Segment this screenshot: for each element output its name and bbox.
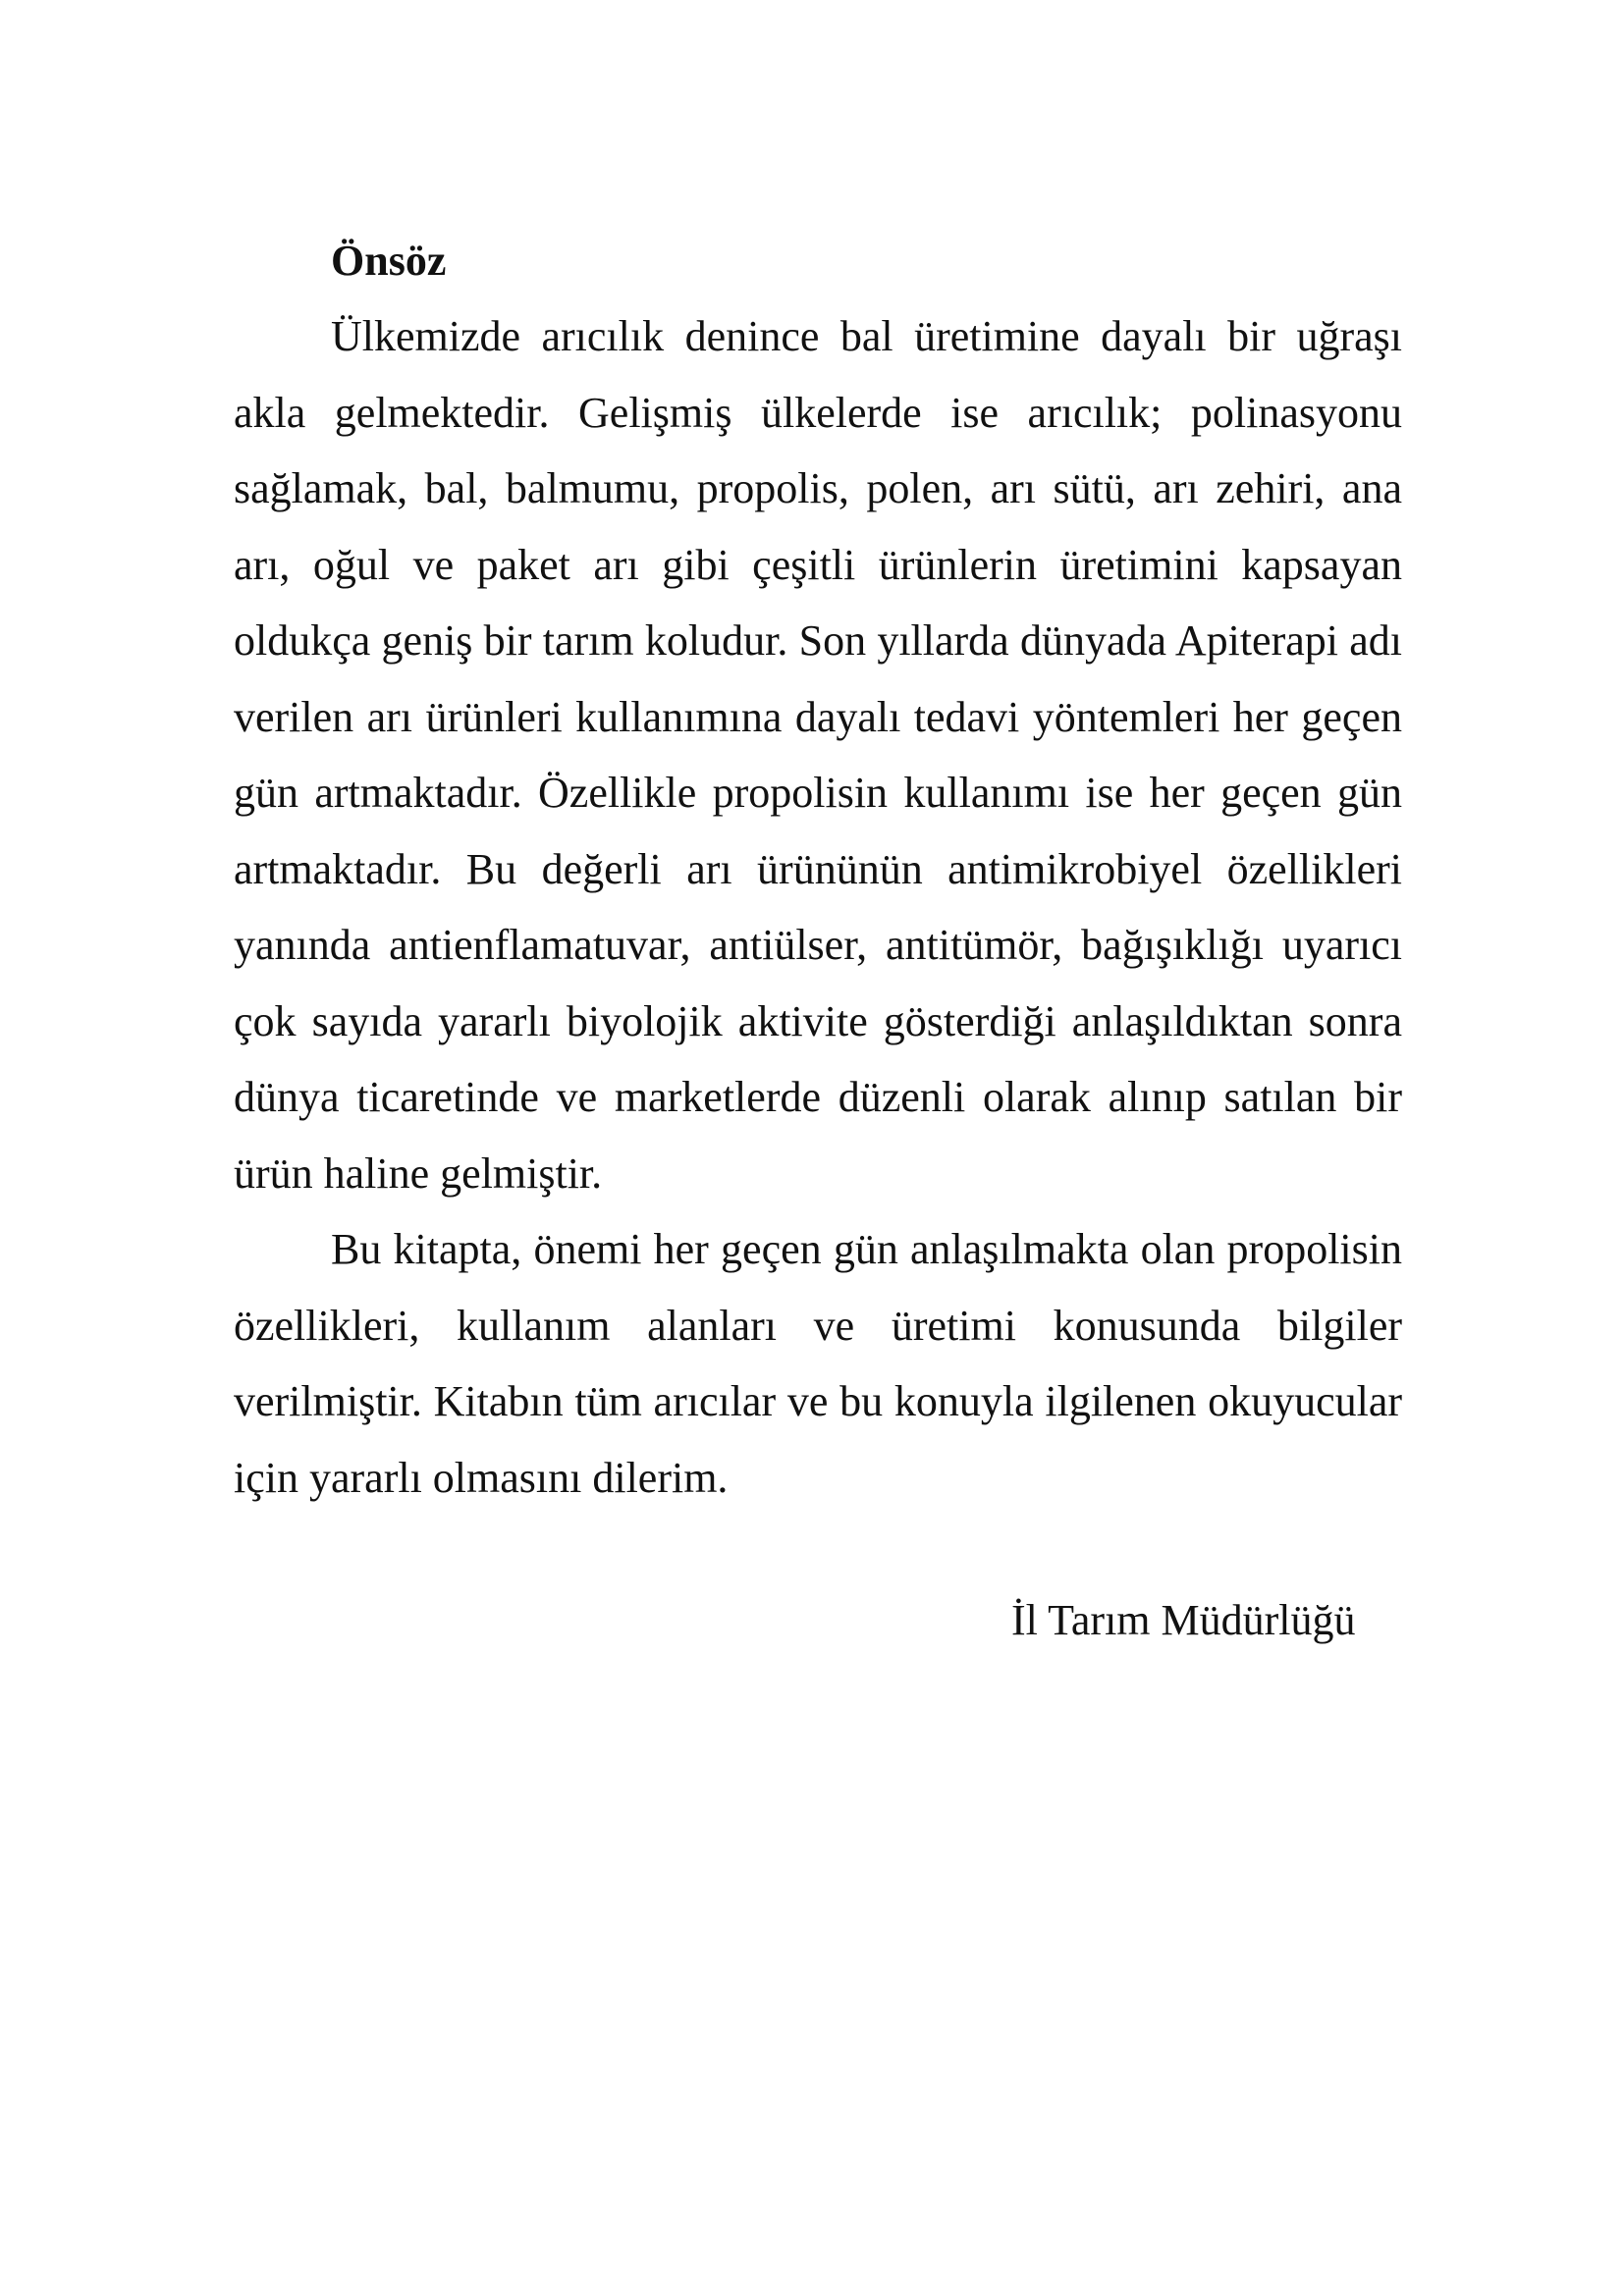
signature: İl Tarım Müdürlüğü [1011,1596,1356,1644]
section-heading: Önsöz [331,237,447,285]
paragraph-2: Bu kitapta, önemi her geçen gün anlaşılmakta olan propolisin özellikleri, kullanım alanları ve üretimi konusunda bilgiler verilmiştir. Kitabın tüm arıcılar ve bu konuyla ilgilenen okuyucular için yararlı olmasını dilerim. [234,1225,1402,1502]
document-body [234,224,1402,1516]
paragraph-1: Ülkemizde arıcılık denince bal üretimine dayalı bir uğraşı akla gelmektedir. Gelişmiş ülkelerde ise arıcılık; polinasyonu sağlamak, bal, balmumu, propolis, polen, arı sütü, arı zehiri, ana arı, oğul ve paket arı gibi çeşitli ürünlerin üretimini kapsayan oldukça geniş bir tarım koludur. Son yıllarda dünyada Apiterapi adı verilen arı ürünleri kullanımına dayalı tedavi yöntemleri her geçen gün artmaktadır. Özellikle propolisin kullanımı ise her geçen gün artmaktadır. Bu değerli arı ürününün antimikrobiyel özellikleri yanında antienflamatuvar, antiülser, antitümör, bağışıklığı uyarıcı çok sayıda yararlı biyolojik aktivite gösterdiği anlaşıldıktan sonra dünya ticaretinde ve marketlerde düzenli olarak alınıp satılan bir ürün haline gelmiştir. [234,312,1402,1198]
